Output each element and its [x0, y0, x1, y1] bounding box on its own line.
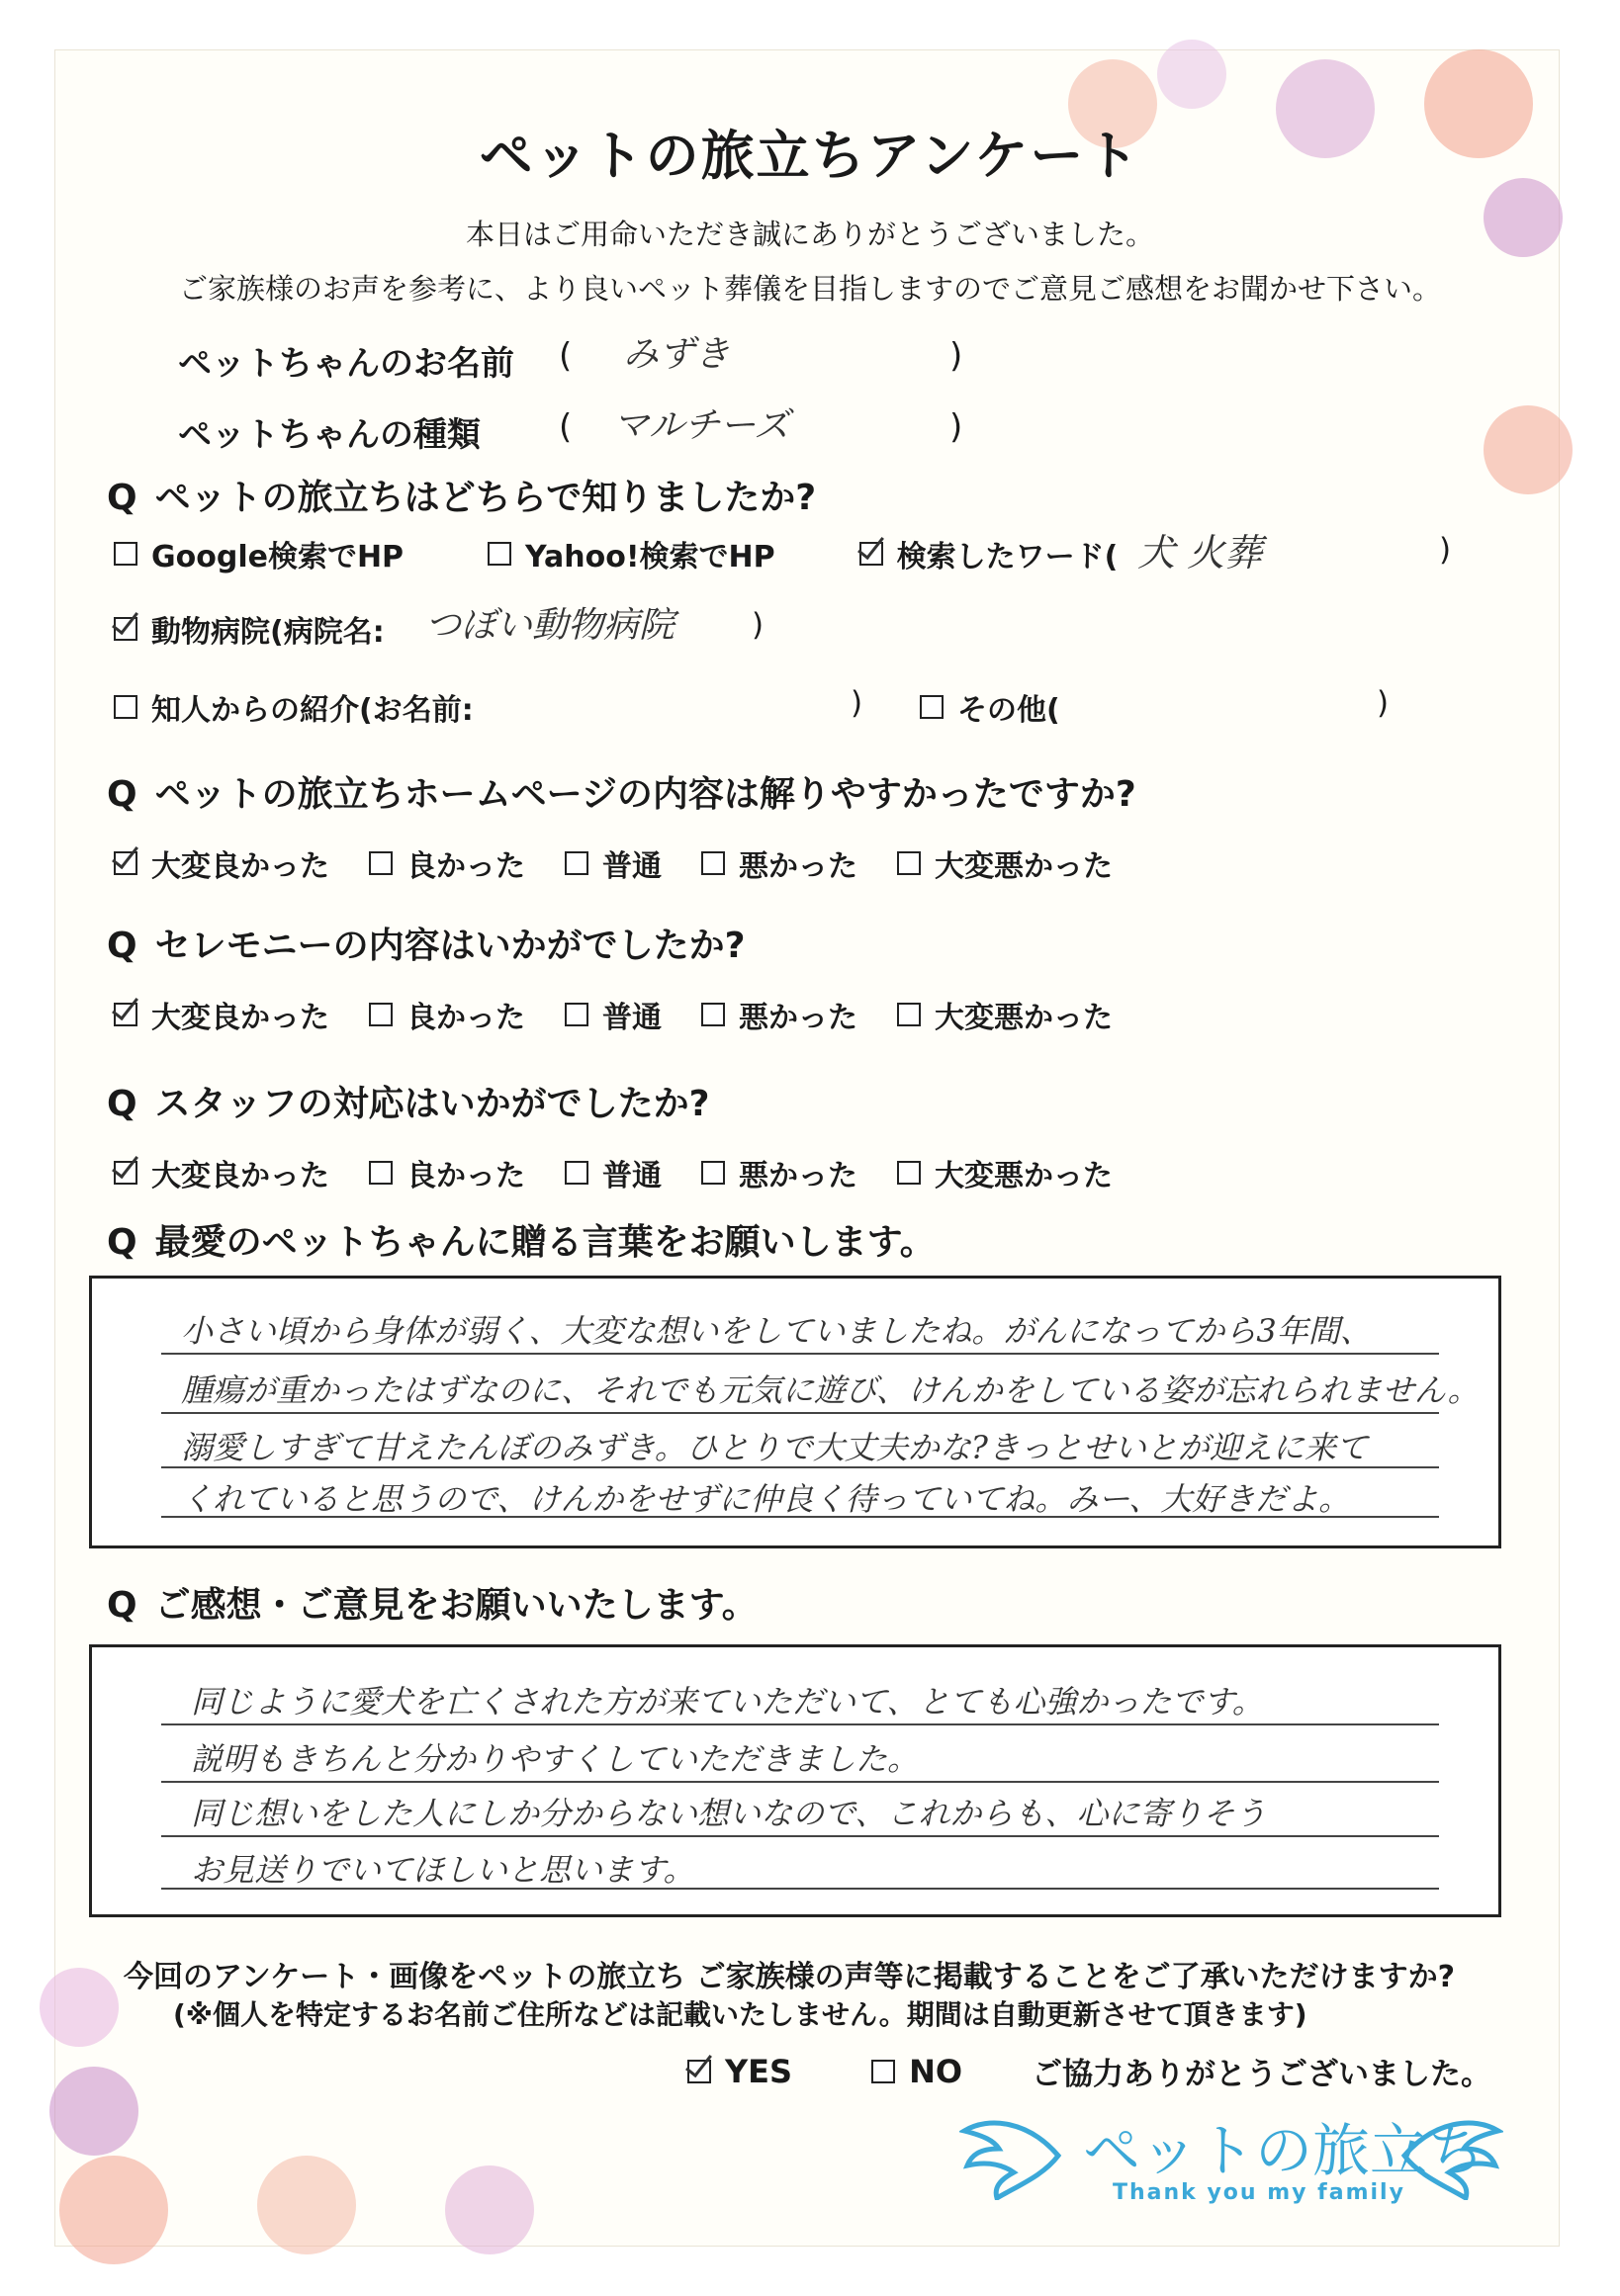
option-label: YES	[725, 2052, 793, 2090]
rating-option[interactable]	[114, 993, 329, 1036]
q-mark: Q	[107, 1222, 137, 1263]
checkbox-checked[interactable]	[114, 851, 137, 875]
question-how-found	[107, 470, 816, 520]
feedback-line: お見送りでいてほしいと思います。	[191, 1851, 695, 1889]
question-text: スタッフの対応はいかがでしたか?	[154, 1084, 710, 1124]
feedback-line: 同じ想いをした人にしか分からない想いなので、これからも、心に寄りそう	[191, 1795, 1267, 1832]
option-no[interactable]	[871, 2049, 962, 2093]
ruled-line	[161, 1466, 1439, 1468]
checkbox[interactable]	[114, 542, 137, 566]
message-line: 溺愛しすぎて甘えたんぼのみずき。ひとりで大丈夫かな?きっとせいとが迎えに来て	[181, 1429, 1368, 1466]
message-line: くれていると思うので、けんかをせずに仲良く待っていてね。みー、大好きだよ。	[181, 1480, 1351, 1518]
pet-name-label: ペットちゃんのお名前	[178, 344, 514, 384]
q1-options-row3b	[920, 685, 1060, 729]
consent-question: 今回のアンケート・画像をペットの旅立ち ご家族様の声等に掲載することをご了承いただけますか?	[124, 1960, 1456, 1994]
checkbox[interactable]	[565, 1161, 588, 1185]
pet-name-open: (	[559, 336, 573, 376]
option-yes[interactable]	[687, 2049, 792, 2093]
ruled-line	[161, 1835, 1439, 1837]
feedback-line: 同じように愛犬を亡くされた方が来ていただいて、とても心強かったです。	[191, 1683, 1264, 1721]
q1-options-row1	[114, 532, 1118, 575]
q-mark: Q	[107, 926, 137, 966]
pet-name-close: )	[949, 336, 963, 376]
flower-decoration	[257, 2156, 356, 2254]
feedback-box[interactable]	[89, 1644, 1501, 1917]
message-line: 小さい頃から身体が弱く、大変な想いをしていましたね。がんになってから3年間、	[181, 1312, 1372, 1350]
feedback-line: 説明もきちんと分かりやすくしていただきました。	[191, 1740, 920, 1778]
rating-option-label: 大変良かった	[151, 1159, 329, 1193]
vet-value[interactable]: つぼい動物病院	[425, 605, 675, 646]
question-ceremony	[107, 918, 746, 968]
rating-option[interactable]	[565, 841, 662, 885]
rating-option[interactable]	[701, 841, 857, 885]
consent-options	[687, 2049, 1491, 2093]
friend-close: )	[851, 685, 863, 721]
option-label: 検索したワード(	[896, 540, 1119, 574]
q-mark: Q	[107, 774, 137, 815]
rating-option-label: 大変悪かった	[935, 1159, 1113, 1193]
option-friend[interactable]	[114, 685, 474, 729]
checkbox[interactable]	[565, 851, 588, 875]
rating-option[interactable]	[369, 993, 525, 1036]
checkbox[interactable]	[488, 542, 511, 566]
message-line: 腫瘍が重かったはずなのに、それでも元気に遊び、けんかをしている姿が忘れられません。	[181, 1371, 1480, 1409]
checkbox[interactable]	[897, 1161, 921, 1185]
q-mark: Q	[107, 1084, 137, 1124]
checkbox[interactable]	[897, 1003, 921, 1026]
rating-option[interactable]	[701, 993, 857, 1036]
option-label: 知人からの紹介(お名前:	[151, 693, 474, 728]
ruled-line	[161, 1723, 1439, 1725]
option-yahoo[interactable]	[488, 532, 775, 575]
logo-text: ペットの旅立ち	[1083, 2117, 1485, 2184]
option-other[interactable]	[920, 685, 1060, 729]
pet-type-value[interactable]: マルチーズ	[613, 405, 790, 446]
q1-options-row3	[114, 685, 474, 729]
flower-decoration	[1484, 405, 1573, 494]
rating-option-label: 普通	[602, 1159, 662, 1193]
question-feedback	[107, 1577, 758, 1628]
ruled-line	[161, 1888, 1439, 1890]
rating-option-label: 良かった	[406, 1001, 525, 1035]
pet-type-open: (	[559, 407, 573, 447]
rating-option[interactable]	[897, 1151, 1113, 1194]
rating-options-homepage	[114, 841, 1152, 885]
checkbox-checked[interactable]	[114, 617, 137, 641]
rating-option[interactable]	[897, 841, 1113, 885]
option-label: NO	[909, 2052, 963, 2090]
checkbox-checked[interactable]	[687, 2060, 711, 2083]
intro-line-1: 本日はご用命いただき誠にありがとうございました。	[465, 218, 1154, 251]
rating-options-ceremony	[114, 993, 1152, 1036]
question-text: ご感想・ご意見をお願いいたします。	[154, 1585, 758, 1626]
rating-option-label: 悪かった	[739, 1159, 857, 1193]
q1-options-row2	[114, 607, 385, 651]
q-mark: Q	[107, 478, 137, 518]
pet-type-close: )	[949, 407, 963, 447]
keyword-value[interactable]: 犬 火葬	[1137, 531, 1263, 574]
option-keyword[interactable]	[859, 532, 1119, 575]
checkbox[interactable]	[920, 695, 944, 719]
question-message	[107, 1214, 936, 1265]
checkbox-checked[interactable]	[114, 1161, 137, 1185]
q-mark: Q	[107, 1585, 137, 1626]
checkbox[interactable]	[871, 2060, 895, 2083]
vet-close: )	[752, 607, 765, 643]
question-text: ペットの旅立ちはどちらで知りましたか?	[154, 478, 817, 518]
wing-left-icon	[959, 2111, 1068, 2200]
consent-note: (※個人を特定するお名前ご住所などは記載いたしません。期間は自動更新させて頂きます)	[173, 1998, 1307, 2031]
rating-option[interactable]	[114, 841, 329, 885]
rating-option-label: 悪かった	[739, 1001, 857, 1035]
checkbox[interactable]	[565, 1003, 588, 1026]
checkbox[interactable]	[701, 1161, 725, 1185]
checkbox[interactable]	[369, 851, 393, 875]
option-label: Yahoo!検索でHP	[525, 540, 775, 574]
option-label: その他(	[957, 693, 1060, 728]
ruled-line	[161, 1412, 1439, 1414]
option-label: Google検索でHP	[151, 540, 405, 574]
checkbox[interactable]	[369, 1161, 393, 1185]
keyword-close: )	[1439, 532, 1452, 568]
rating-option-label: 良かった	[406, 849, 525, 884]
rating-option[interactable]	[114, 1151, 329, 1194]
question-staff	[107, 1076, 710, 1126]
rating-option-label: 大変悪かった	[935, 849, 1113, 884]
rating-option-label: 良かった	[406, 1159, 525, 1193]
question-text: ペットの旅立ちホームページの内容は解りやすかったですか?	[154, 774, 1136, 815]
question-text: セレモニーの内容はいかがでしたか?	[154, 926, 746, 966]
brand-logo	[954, 2096, 1508, 2215]
rating-option-label: 普通	[602, 1001, 662, 1035]
wing-right-icon	[1395, 2111, 1503, 2200]
thanks-text: ご協力ありがとうございました。	[1032, 2057, 1492, 2092]
ruled-line	[161, 1353, 1439, 1355]
rating-option-label: 大変悪かった	[935, 1001, 1113, 1035]
pet-type-label: ペットちゃんの種類	[178, 415, 481, 455]
checkbox[interactable]	[701, 851, 725, 875]
flower-decoration	[1157, 40, 1226, 109]
rating-option-label: 大変良かった	[151, 849, 329, 884]
ruled-line	[161, 1516, 1439, 1518]
intro-line-2: ご家族様のお声を参考に、より良いペット葬儀を目指しますのでご意見ご感想をお聞かせ下さい。	[178, 272, 1441, 306]
rating-option[interactable]	[369, 841, 525, 885]
checkbox[interactable]	[897, 851, 921, 875]
rating-option[interactable]	[897, 993, 1113, 1036]
option-google[interactable]	[114, 532, 404, 575]
question-homepage	[107, 766, 1136, 817]
rating-option-label: 大変良かった	[151, 1001, 329, 1035]
checkbox[interactable]	[114, 695, 137, 719]
flower-decoration	[49, 2067, 138, 2156]
checkbox[interactable]	[369, 1003, 393, 1026]
ruled-line	[161, 1781, 1439, 1783]
option-vet[interactable]	[114, 607, 385, 651]
rating-options-staff	[114, 1151, 1152, 1194]
other-close: )	[1377, 685, 1390, 721]
pet-name-value[interactable]: みずき	[623, 334, 731, 375]
logo-tagline: Thank you my family	[1113, 2180, 1405, 2205]
rating-option[interactable]	[565, 1151, 662, 1194]
rating-option[interactable]	[701, 1151, 857, 1194]
rating-option[interactable]	[369, 1151, 525, 1194]
flower-decoration	[40, 1968, 119, 2047]
option-label: 動物病院(病院名:	[151, 615, 385, 650]
page-title: ペットの旅立ちアンケート	[479, 125, 1141, 187]
question-text: 最愛のペットちゃんに贈る言葉をお願いします。	[154, 1222, 936, 1263]
rating-option-label: 普通	[602, 849, 662, 884]
flower-decoration	[59, 2156, 168, 2264]
checkbox-checked[interactable]	[114, 1003, 137, 1026]
checkbox[interactable]	[701, 1003, 725, 1026]
rating-option-label: 悪かった	[739, 849, 857, 884]
flower-decoration	[445, 2165, 534, 2254]
checkbox-checked[interactable]	[859, 542, 883, 566]
message-box[interactable]	[89, 1276, 1501, 1548]
rating-option[interactable]	[565, 993, 662, 1036]
